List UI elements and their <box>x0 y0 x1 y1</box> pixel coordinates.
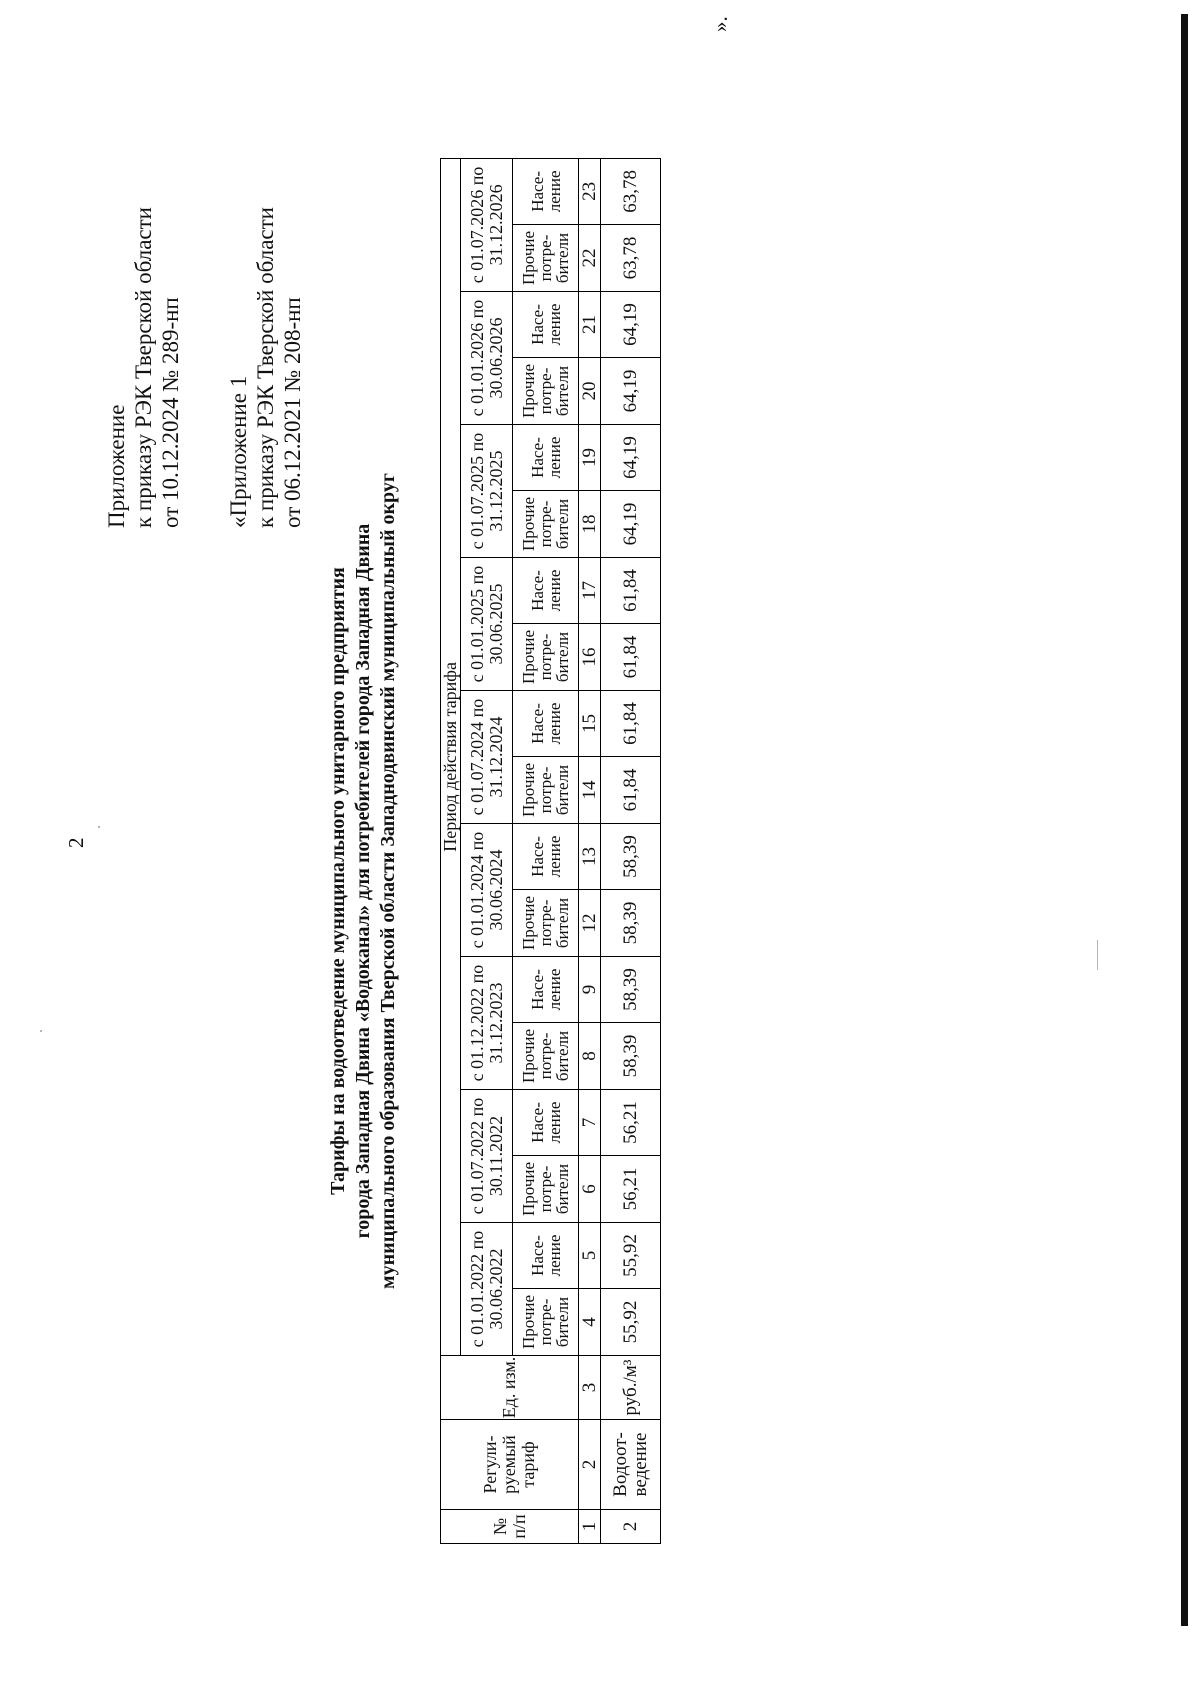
subheader-population: Насе-ление <box>513 957 579 1023</box>
column-number: 2 <box>579 1420 601 1510</box>
column-number: 16 <box>579 624 601 691</box>
row-number: 2 <box>601 1510 661 1544</box>
column-number: 7 <box>579 1090 601 1156</box>
column-number: 8 <box>579 1023 601 1090</box>
tariff-value: 64,19 <box>601 358 661 425</box>
subheader-population: Насе-ление <box>513 691 579 757</box>
subheader-population: Насе-ление <box>513 158 579 224</box>
appendix-old-line1: «Приложение 1 <box>226 375 251 528</box>
tariff-value: 63,78 <box>601 158 661 224</box>
column-number: 15 <box>579 691 601 757</box>
numbering-row <box>579 158 601 1543</box>
subheader-population: Насе-ление <box>513 292 579 358</box>
period-header: с 01.07.2025 по 31.12.2025 <box>461 425 513 558</box>
subheader-population: Насе-ление <box>513 1223 579 1289</box>
subheader-population: Насе-ление <box>513 824 579 890</box>
column-number: 18 <box>579 491 601 558</box>
table-row <box>601 158 661 1543</box>
column-number: 23 <box>579 158 601 224</box>
document-title <box>326 186 401 1576</box>
tariff-value: 56,21 <box>601 1156 661 1223</box>
subheader-other: Прочие потре-бители <box>513 491 579 558</box>
appendix-new-line1: Приложение <box>104 404 129 528</box>
column-number: 21 <box>579 292 601 358</box>
subheader-population: Насе-ление <box>513 425 579 491</box>
column-number: 14 <box>579 757 601 824</box>
appendix-new-line2: к приказу РЭК Тверской области <box>131 207 156 528</box>
tariff-table <box>440 158 661 1544</box>
tariff-value: 56,21 <box>601 1090 661 1156</box>
rotated-page-content <box>0 16 1180 1696</box>
tariff-value: 55,92 <box>601 1223 661 1289</box>
column-number: 5 <box>579 1223 601 1289</box>
tariff-value: 63,78 <box>601 225 661 292</box>
subheader-other: Прочие потре-бители <box>513 757 579 824</box>
subheader-population: Насе-ление <box>513 1090 579 1156</box>
column-number: 19 <box>579 425 601 491</box>
tariff-value: 58,39 <box>601 957 661 1023</box>
tariff-value: 61,84 <box>601 691 661 757</box>
tariff-value: 61,84 <box>601 558 661 624</box>
subheader-other: Прочие потре-бители <box>513 225 579 292</box>
header-unit: Ед. изм. <box>441 1356 579 1420</box>
tariff-value: 64,19 <box>601 491 661 558</box>
appendix-old-line2: к приказу РЭК Тверской области <box>253 207 278 528</box>
tariff-value: 64,19 <box>601 292 661 358</box>
column-number: 1 <box>579 1510 601 1544</box>
column-number: 3 <box>579 1356 601 1420</box>
period-header: с 01.01.2024 по 30.06.2024 <box>461 824 513 957</box>
header-tariff: Регули-руемый тариф <box>441 1420 579 1510</box>
tariff-value: 58,39 <box>601 1023 661 1090</box>
subheader-other: Прочие потре-бители <box>513 358 579 425</box>
page-number: 2 <box>64 837 88 848</box>
period-header: с 01.07.2024 по 31.12.2024 <box>461 691 513 824</box>
subheader-population: Насе-ление <box>513 558 579 624</box>
appendix-old-line3: от 06.12.2021 № 208-нп <box>280 297 305 528</box>
column-number: 17 <box>579 558 601 624</box>
column-number: 22 <box>579 225 601 292</box>
tariff-value: 64,19 <box>601 425 661 491</box>
period-header: с 01.07.2022 по 30.11.2022 <box>461 1090 513 1223</box>
column-number: 13 <box>579 824 601 890</box>
period-header: с 01.12.2022 по 31.12.2023 <box>461 957 513 1090</box>
tariff-value: 58,39 <box>601 890 661 957</box>
header-no: № п/п <box>441 1510 579 1544</box>
row-tariff-name: Водоот-ведение <box>601 1420 661 1510</box>
period-header: с 01.07.2026 по 31.12.2026 <box>461 158 513 291</box>
row-unit: руб./м³ <box>601 1356 661 1420</box>
period-header: с 01.01.2026 по 30.06.2026 <box>461 292 513 425</box>
subheader-other: Прочие потре-бители <box>513 624 579 691</box>
appendix-old-header <box>225 207 306 528</box>
period-header: с 01.01.2025 по 30.06.2025 <box>461 558 513 691</box>
header-period: Период действия тарифа <box>441 158 461 1355</box>
tariff-value: 55,92 <box>601 1289 661 1356</box>
title-line3: муниципального образования Тверской области Западнодвинский муниципальный округ <box>377 473 399 1289</box>
column-number: 4 <box>579 1289 601 1356</box>
subheader-other: Прочие потре-бители <box>513 890 579 957</box>
column-number: 9 <box>579 957 601 1023</box>
tariff-value: 61,84 <box>601 624 661 691</box>
appendix-new-header <box>103 207 184 528</box>
tariff-value: 58,39 <box>601 824 661 890</box>
scan-edge-bar <box>1181 14 1188 1626</box>
tariff-value: 61,84 <box>601 757 661 824</box>
subheader-other: Прочие потре-бители <box>513 1289 579 1356</box>
title-line2: города Западная Двина «Водоканал» для потребителей города Западная Двина <box>352 523 374 1239</box>
closing-quote: ». <box>708 16 732 32</box>
title-line1: Тарифы на водоотведение муниципального унитарного предприятия <box>327 567 349 1195</box>
column-number: 20 <box>579 358 601 425</box>
column-number: 6 <box>579 1156 601 1223</box>
subheader-other: Прочие потре-бители <box>513 1023 579 1090</box>
period-header: с 01.01.2022 по 30.06.2022 <box>461 1223 513 1356</box>
appendix-new-line3: от 10.12.2024 № 289-нп <box>158 297 183 528</box>
column-number: 12 <box>579 890 601 957</box>
subheader-other: Прочие потре-бители <box>513 1156 579 1223</box>
